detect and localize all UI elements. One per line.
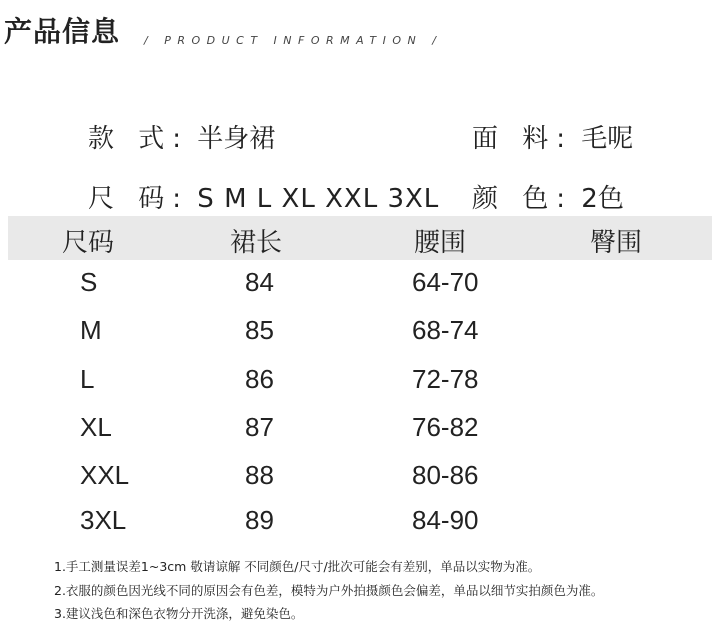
spec-style — [88, 118, 275, 155]
note-washing: 3.建议浅色和深色衣物分开洗涤，避免染色。 — [54, 606, 304, 621]
cell-waist: 64-70 — [412, 267, 479, 297]
spec-material-label: 面 料: — [472, 124, 574, 154]
table-row — [0, 505, 720, 545]
spec-color-label: 颜 色: — [472, 184, 574, 214]
cell-length: 86 — [245, 364, 274, 394]
column-header-hip: 臀围 — [590, 228, 643, 258]
cell-size: 3XL — [80, 505, 127, 535]
cell-length: 89 — [245, 505, 274, 535]
spec-color-value: 2色 — [581, 184, 624, 214]
spec-style-value: 半身裙 — [197, 124, 276, 154]
section-header — [0, 10, 720, 54]
column-header-length: 裙长 — [230, 228, 283, 258]
cell-waist: 76-82 — [412, 412, 479, 442]
spec-material — [472, 118, 633, 155]
column-header-waist: 腰围 — [414, 228, 467, 258]
section-title: 产品信息 — [4, 15, 121, 48]
cell-length: 87 — [245, 412, 274, 442]
table-row — [0, 315, 720, 355]
cell-waist: 80-86 — [412, 460, 479, 490]
cell-waist: 72-78 — [412, 364, 479, 394]
spec-size — [88, 178, 439, 215]
spec-material-value: 毛呢 — [581, 124, 634, 154]
cell-size: L — [80, 364, 95, 394]
cell-size: XL — [80, 412, 112, 442]
section-subtitle: / PRODUCT INFORMATION / — [144, 34, 443, 47]
cell-size: XXL — [80, 460, 130, 490]
spec-size-value: S M L XL XXL 3XL — [197, 184, 440, 214]
table-row — [0, 412, 720, 452]
cell-length: 88 — [245, 460, 274, 490]
cell-waist: 68-74 — [412, 315, 479, 345]
spec-style-label: 款 式: — [88, 124, 190, 154]
cell-waist: 84-90 — [412, 505, 479, 535]
cell-size: M — [80, 315, 102, 345]
note-measurement: 1.手工测量误差1~3cm 敬请谅解 不同颜色/尺寸/批次可能会有差别，单品以实物为准。 — [54, 559, 541, 574]
spec-color — [472, 178, 624, 215]
spec-size-label: 尺 码: — [88, 184, 190, 214]
cell-length: 84 — [245, 267, 274, 297]
table-row — [0, 460, 720, 500]
table-row — [0, 267, 720, 307]
table-row — [0, 364, 720, 404]
note-color-difference: 2.衣服的颜色因光线不同的原因会有色差，模特为户外拍摄颜色会偏差，单品以细节实拍颜色为准。 — [54, 583, 604, 598]
cell-size: S — [80, 267, 98, 297]
column-header-size: 尺码 — [62, 228, 115, 258]
cell-length: 85 — [245, 315, 274, 345]
